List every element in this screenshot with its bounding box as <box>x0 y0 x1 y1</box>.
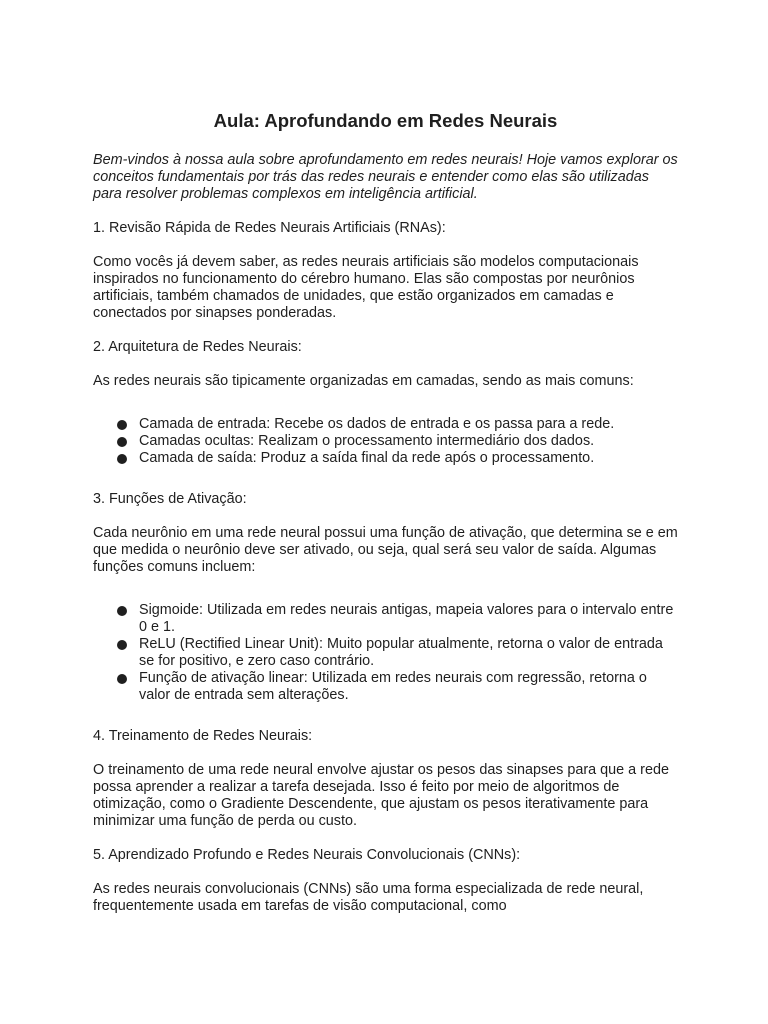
section-2-heading: 2. Arquitetura de Redes Neurais: <box>93 339 302 355</box>
list-item <box>93 416 678 433</box>
section-2-bullet-list <box>93 407 678 467</box>
section-4-heading: 4. Treinamento de Redes Neurais: <box>93 728 313 744</box>
section-4-paragraph: O treinamento de uma rede neural envolve ajustar os pesos das sinapses para que a rede possa aprender a realizar a tarefa desejada. Isso é feito por meio de algoritmos de otimização, como o Gradiente Descendente, que ajustam os pesos iterativamente para minimizar uma função de perda ou custo. <box>93 762 669 829</box>
list-item-text: Camada de entrada: Recebe os dados de entrada e os passa para a rede. <box>139 416 615 432</box>
bullet-icon <box>117 606 127 616</box>
list-item <box>93 670 678 704</box>
bullet-icon <box>117 420 127 430</box>
bullet-icon <box>117 674 127 684</box>
list-item-text: Camadas ocultas: Realizam o processamento intermediário dos dados. <box>139 433 595 449</box>
intro-paragraph: Bem-vindos à nossa aula sobre aprofundamento em redes neurais! Hoje vamos explorar os conceitos fundamentais por trás das redes neurais e entender como elas são utilizadas para resolver problemas complexos em inteligência artificial. <box>93 152 678 202</box>
section-3-paragraph: Cada neurônio em uma rede neural possui uma função de ativação, que determina se e em que medida o neurônio deve ser ativado, ou seja, qual será seu valor de saída. Algumas funções comuns incluem: <box>93 525 678 575</box>
section-3-bullet-list <box>93 593 678 704</box>
list-item <box>93 636 678 670</box>
list-item <box>93 450 678 467</box>
bullet-icon <box>117 640 127 650</box>
section-2-paragraph: As redes neurais são tipicamente organizadas em camadas, sendo as mais comuns: <box>93 373 634 389</box>
list-item-text: ReLU (Rectified Linear Unit): Muito popular atualmente, retorna o valor de entrada se for positivo, e zero caso contrário. <box>139 636 663 669</box>
section-1-heading: 1. Revisão Rápida de Redes Neurais Artificiais (RNAs): <box>93 220 446 236</box>
list-item <box>93 433 678 450</box>
list-item <box>93 602 678 636</box>
section-1-paragraph: Como vocês já devem saber, as redes neurais artificiais são modelos computacionais inspirados no funcionamento do cérebro humano. Elas são compostas por neurônios artificiais, também chamados de unidades, que estão organizados em camadas e conectados por sinapses ponderadas. <box>93 254 639 321</box>
document-title: Aula: Aprofundando em Redes Neurais <box>213 110 558 131</box>
list-item-text: Função de ativação linear: Utilizada em redes neurais com regressão, retorna o valor de entrada sem alterações. <box>139 670 647 703</box>
bullet-icon <box>117 437 127 447</box>
document-page <box>93 108 678 932</box>
section-5-heading: 5. Aprendizado Profundo e Redes Neurais Convolucionais (CNNs): <box>93 847 521 863</box>
list-item-text: Sigmoide: Utilizada em redes neurais antigas, mapeia valores para o intervalo entre 0 e 1. <box>139 602 674 635</box>
section-3-heading: 3. Funções de Ativação: <box>93 491 247 507</box>
bullet-icon <box>117 454 127 464</box>
section-5-paragraph: As redes neurais convolucionais (CNNs) são uma forma especializada de rede neural, frequentemente usada em tarefas de visão computacional, como <box>93 881 644 914</box>
list-item-text: Camada de saída: Produz a saída final da rede após o processamento. <box>139 450 595 466</box>
